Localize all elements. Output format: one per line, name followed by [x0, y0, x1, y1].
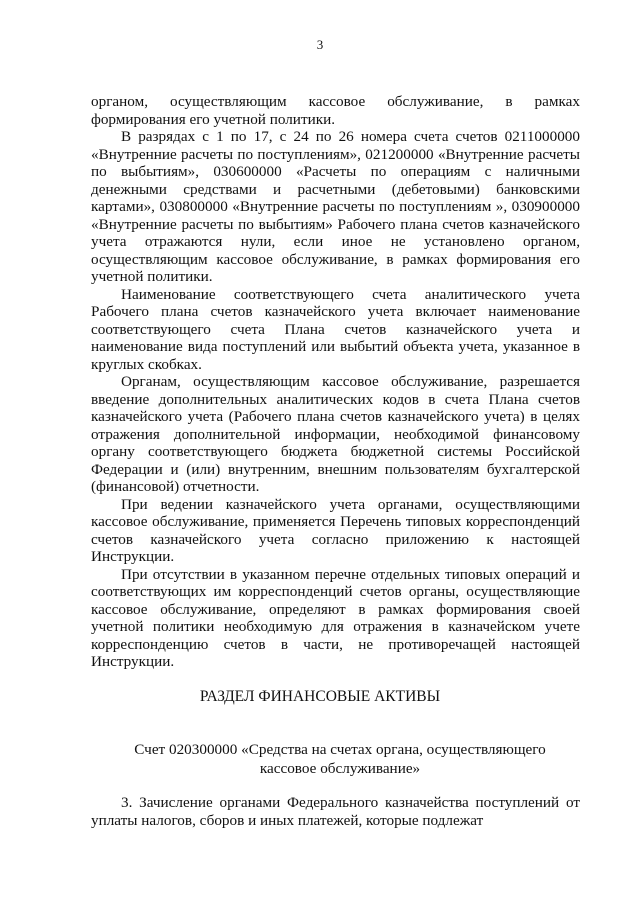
paragraph-3: Наименование соответствующего счета аналитического учета Рабочего плана счетов казначейского учета включает наименование соответствующего счета Плана счетов казначейского учета и наименование вида поступлений или выбытий объекта учета, указанное в круглых скобках.	[91, 285, 580, 373]
body-text	[91, 93, 580, 671]
paragraph-2: В разрядах с 1 по 17, с 24 по 26 номера счета счетов 0211000000 «Внутренние расчеты по поступлениям», 021200000 «Внутренние расчеты по выбытиям», 030600000 «Расчеты по операциям с наличными денежными средствами и расчетными (дебетовыми) банковскими картами», 030800000 «Внутренние расчеты по поступлениям », 030900000 «Внутренние расчеты по выбытиям» Рабочего плана счетов казначейского учета отражаются нули, если иное не установлено органом, осуществляющим кассовое обслуживание, в рамках формирования его учетной политики.	[91, 128, 580, 285]
paragraph-6: При отсутствии в указанном перечне отдельных типовых операций и соответствующих им корреспонденций счетов органы, осуществляющие кассовое обслуживание, определяют в рамках формирования своей учетной политики необходимую для отражения в казначейском учете корреспонденцию счетов в части, не противоречащей настоящей Инструкции.	[91, 565, 580, 670]
item-3-paragraph: 3. Зачисление органами Федерального казначейства поступлений от уплаты налогов, сборов и иных платежей, которые подлежат	[91, 794, 580, 829]
account-title: Счет 020300000 «Средства на счетах органа, осуществляющего кассовое обслуживание»	[134, 741, 546, 777]
paragraph-5: При ведении казначейского учета органами, осуществляющими кассовое обслуживание, применяется Перечень типовых корреспонденций счетов казначейского учета согласно приложению к настоящей Инструкции.	[91, 495, 580, 565]
paragraph-4: Органам, осуществляющим кассовое обслуживание, разрешается введение дополнительных аналитических кодов в счета Плана счетов казначейского учета (Рабочего плана счетов казначейского учета) в целях отражения дополнительной информации, необходимой финансовому органу соответствующего бюджета бюджетной системы Российской Федерации и (или) внутренним, внешним пользователям бухгалтерской (финансовой) отчетности.	[91, 373, 580, 495]
paragraph-1: органом, осуществляющим кассовое обслуживание, в рамках формирования его учетной политики.	[91, 93, 580, 128]
page-number: 3	[316, 37, 324, 52]
section-title: РАЗДЕЛ ФИНАНСОВЫЕ АКТИВЫ	[199, 688, 441, 705]
